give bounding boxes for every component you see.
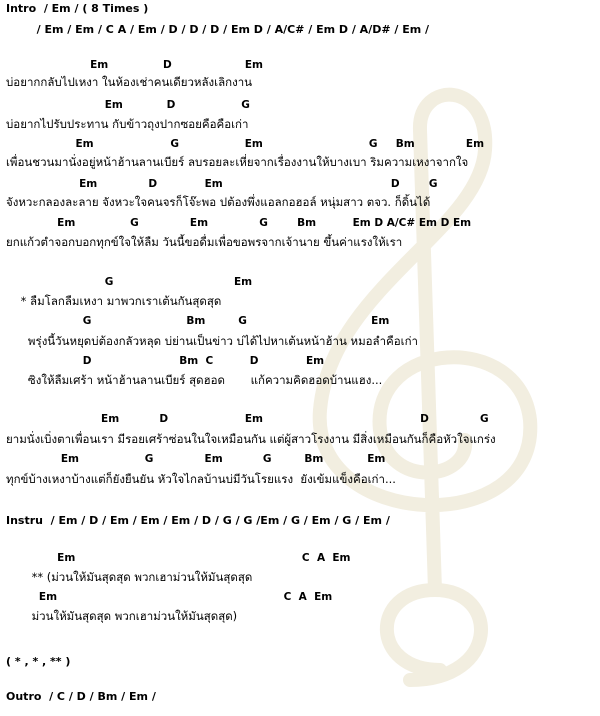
chord-line: Em G Em G Bm Em D A/C# Em D Em	[6, 217, 472, 229]
chord-line: Em G Em G Bm Em	[6, 138, 485, 150]
chord-line: Em G Em G Bm Em	[6, 453, 386, 465]
outro-progression: Outro / C / D / Bm / Em /	[6, 690, 156, 703]
intro-progression: / Em / Em / C A / Em / D / D / D / Em D / A/C# / Em D / A/D# / Em /	[6, 23, 430, 36]
lyric-line: จังหวะกลองละลาย จังหวะใจคนจรก็โจ๊ะพอ ปต้องพึ่งแอลกอฮอล์ หนุ่มสาว ตจว. ก็ดิ้นได้	[6, 195, 431, 209]
chord-line: G Bm G Em	[6, 315, 390, 327]
lyric-line: ** (ม่วนให้มันสุดสุด พวกเฮาม่วนให้มันสุดสุด	[6, 570, 253, 584]
lyric-line: เพื่อนชวนมานั่งอยู่หน้าฮ้านลานเบียร์ ลบรอยละเหี่ยจากเรื่องงานให้บางเบา ริมความเหงาจากใจ	[6, 155, 469, 169]
chord-line: Em C A Em	[6, 591, 333, 603]
lyric-line: ม่วนให้มันสุดสุด พวกเฮาม่วนให้มันสุดสุด)	[6, 609, 238, 623]
instru-progression: Instru / Em / D / Em / Em / Em / D / G / G /Em / G / Em / G / Em /	[6, 514, 390, 527]
chord-line: Em D Em	[6, 59, 263, 71]
chord-line: D Bm C D Em	[6, 355, 325, 367]
lyric-line: บ่อยากไปรับประทาน กับข้าวถุงปากซอยคือคือเก่า	[6, 117, 249, 131]
lyric-line: ยามนั่งเบิ่งตาเพื่อนเรา มีรอยเศร้าซ่อนในใจเหมือนกัน แต่ผู้สาวโรงงาน มีสิ่งเหมือนกันก็คือหัวใจแกร่ง	[6, 432, 496, 446]
intro-label: Intro / Em / ( 8 Times )	[6, 2, 149, 15]
lyric-line: ยกแก้วตำจอกบอกทุกข์ใจให้ลืม วันนี้ขอดื่มเพื่อขอพรจากเจ้านาย ขึ้นค่าแรงให้เรา	[6, 235, 403, 249]
lyric-line: ทุกข์บ้างเหงาบ้างแต่ก็ยังยืนยัน หัวใจไกลบ้านบ่มีวันโรยแรง ยังเข้มแข็งคือเก่า...	[6, 472, 396, 486]
lyric-line: ซิงให้ลืมเศร้า หน้าฮ้านลานเบียร์ สุดฮอด แก้ความคิดฮอดบ้านแฮง...	[6, 373, 383, 387]
lyric-line: พรุ่งนี้วันหยุดบ่ต้องกลัวหลุด บ่ย่านเป็นข่าว บ่ได้ไปหาเต้นหน้าฮ้าน หมอลำคือเก่า	[6, 334, 419, 348]
chord-line: Em D Em D G	[6, 413, 489, 425]
chord-line: Em D Em D G	[6, 178, 438, 190]
chord-line: Em C A Em	[6, 552, 351, 564]
chord-line: Em D G	[6, 99, 250, 111]
lyric-line: * ลืมโลกลืมเหงา มาพวกเราเต้นกันสุดสุด	[6, 294, 222, 308]
chord-line: G Em	[6, 276, 253, 288]
lyric-line: บ่อยากกลับไปเหงา ในห้องเช่าคนเดียวหลังเลิกงาน	[6, 75, 253, 89]
repeat-order: ( * , * , ** )	[6, 655, 71, 668]
